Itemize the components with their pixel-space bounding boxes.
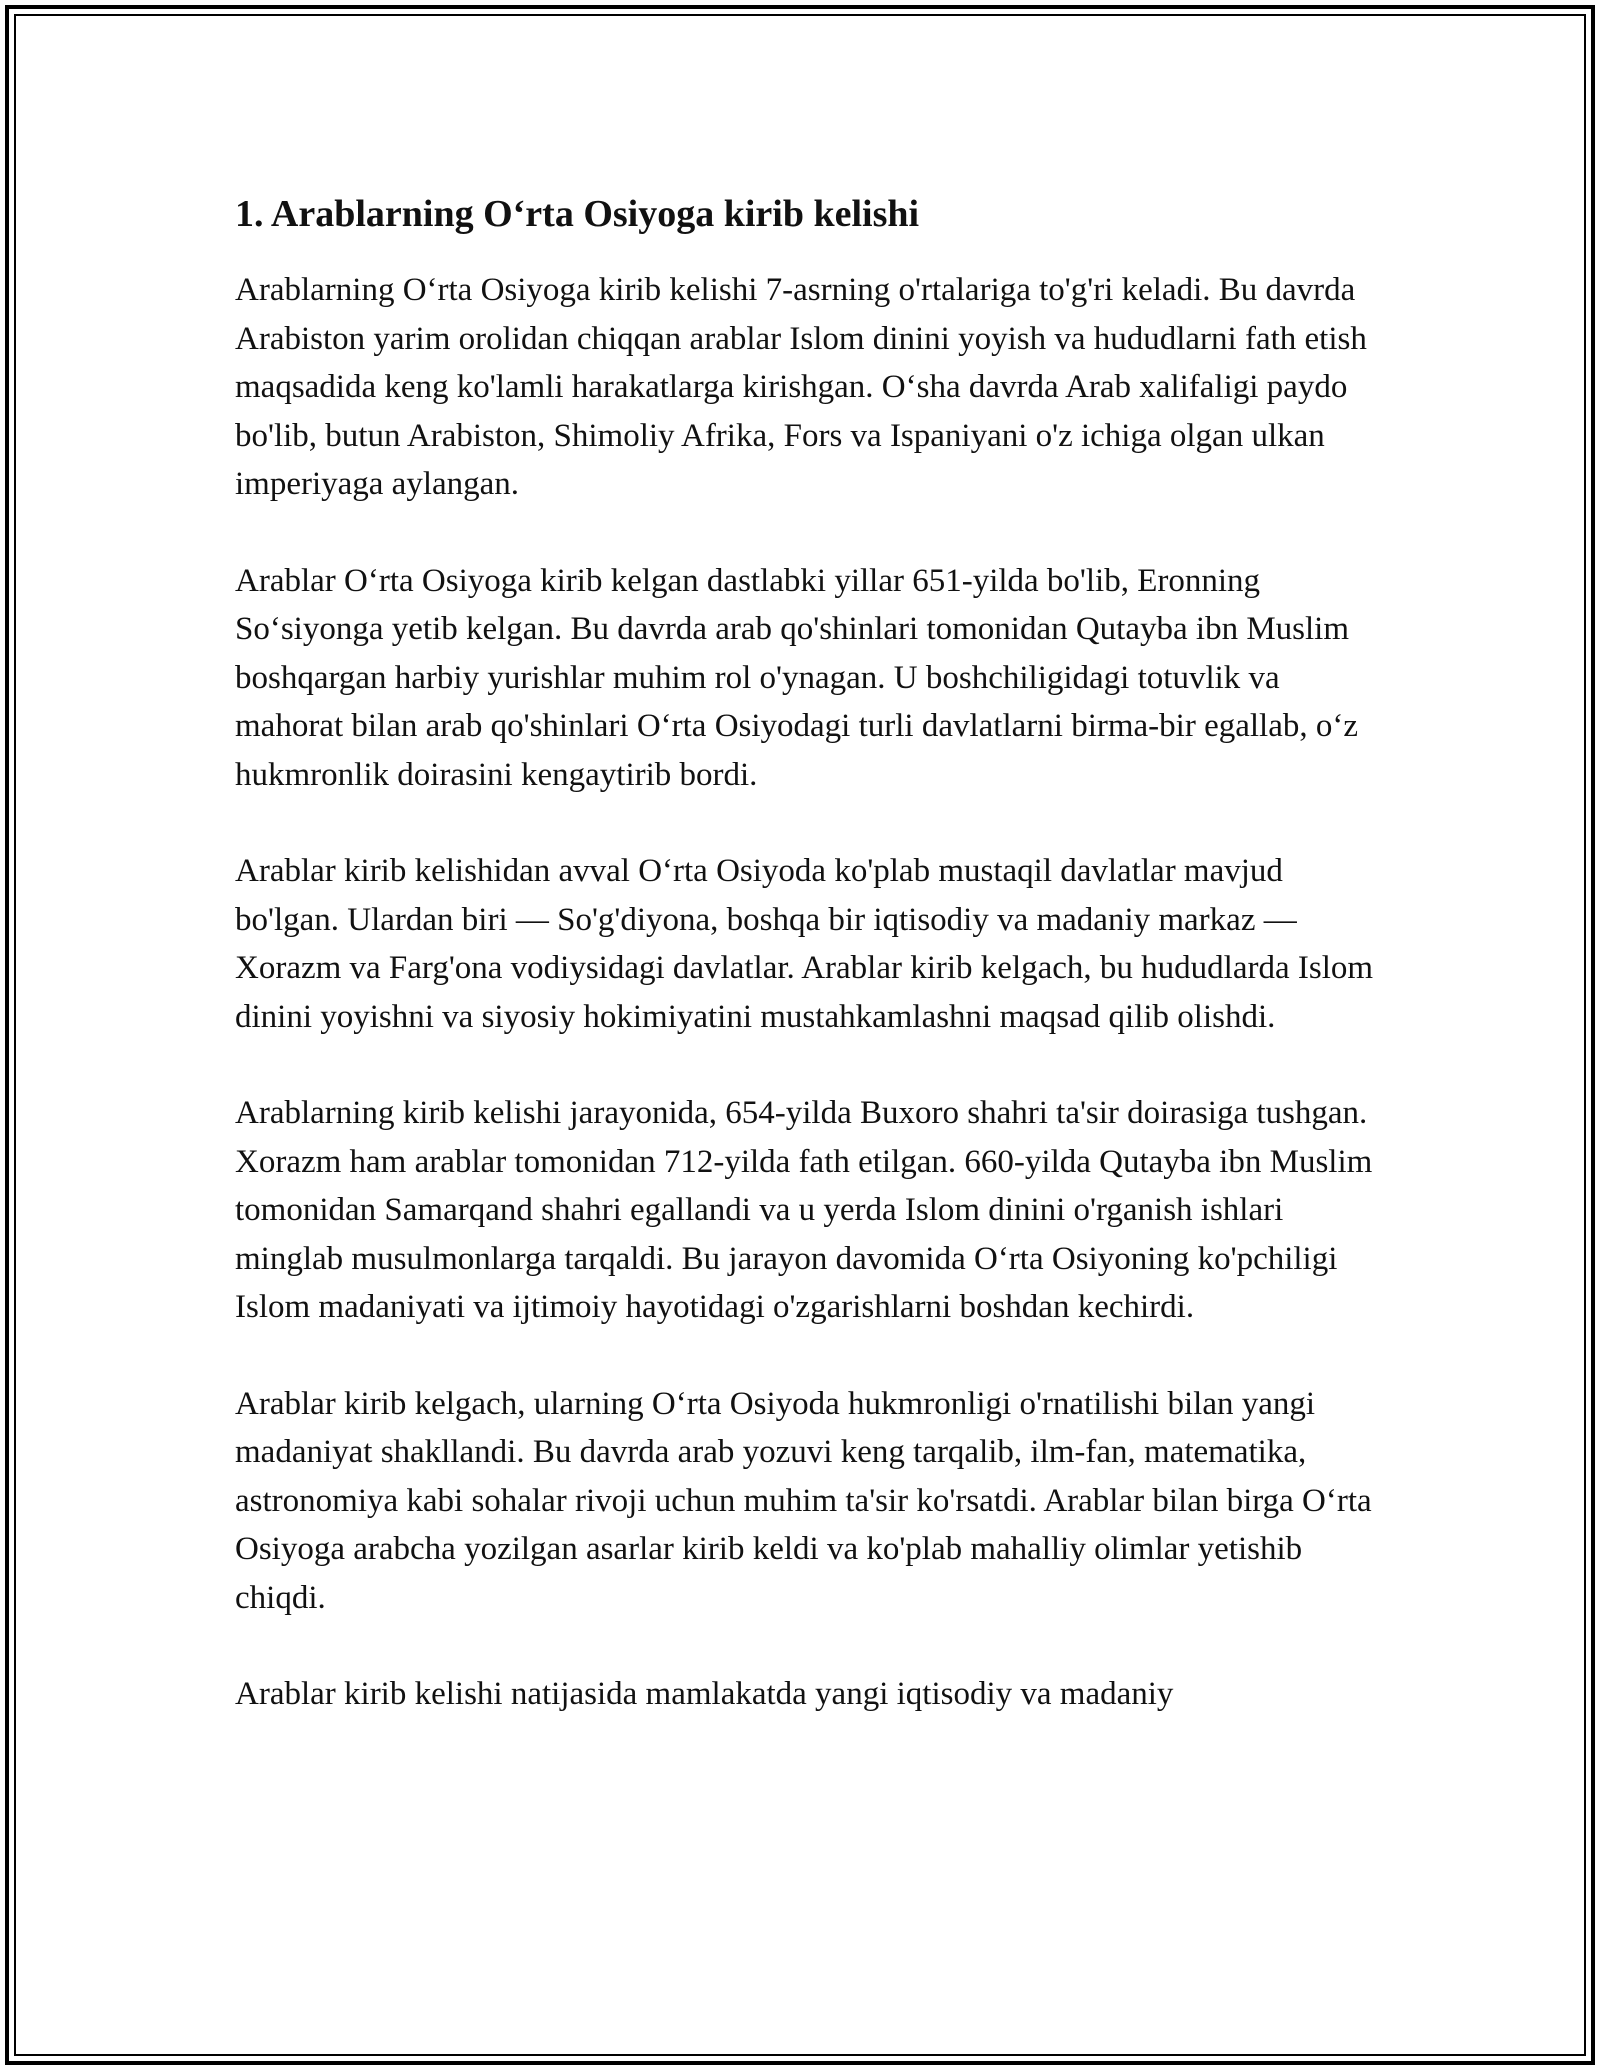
- paragraph-3: Arablar kirib kelishidan avval O‘rta Osiyoda ko'plab mustaqil davlatlar mavjud bo'lgan. Ulardan biri — So'g'diyona, boshqa bir iqtisodiy va madaniy markaz — Xorazm va Farg'ona vodiysidagi davlatlar. Arablar kirib kelgach, bu hududlarda Islom dinini yoyishni va siyosiy hokimiyatini mustahkamlashni maqsad qilib olishdi.: [235, 853, 1374, 1035]
- paragraph-6: Arablar kirib kelishi natijasida mamlakatda yangi iqtisodiy va madaniy: [235, 1676, 1174, 1712]
- paragraph-5: Arablar kirib kelgach, ularning O‘rta Osiyoda hukmronligi o'rnatilishi bilan yangi madaniyat shakllandi. Bu davrda arab yozuvi keng tarqalib, ilm-fan, matematika, astronomiya kabi sohalar rivoji uchun muhim ta'sir ko'rsatdi. Arablar bilan birga O‘rta Osiyoga arabcha yozilgan asarlar kirib keldi va ko'plab mahalliy olimlar yetishib chiqdi.: [235, 1385, 1372, 1616]
- paragraph-4: Arablarning kirib kelishi jarayonida, 654-yilda Buxoro shahri ta'sir doirasiga tushgan. Xorazm ham arablar tomonidan 712-yilda fath etilgan. 660-yilda Qutayba ibn Muslim tomonidan Samarqand shahri egallandi va u yerda Islom dinini o'rganish ishlari minglab musulmonlarga tarqaldi. Bu jarayon davomida O‘rta Osiyoning ko'pchiligi Islom madaniyati va ijtimoiy hayotidagi o'zgarishlarni boshdan kechirdi.: [235, 1095, 1373, 1325]
- paragraph-1: Arablarning O‘rta Osiyoga kirib kelishi 7-asrning o'rtalariga to'g'ri keladi. Bu davrda Arabiston yarim orolidan chiqqan arablar Islom dinini yoyish va hududlarni fath etish maqsadida keng ko'lamli harakatlarga kirishgan. O‘sha davrda Arab xalifaligi paydo bo'lib, butun Arabiston, Shimoliy Afrika, Fors va Ispaniyani o'z ichiga olgan ulkan imperiyaga aylangan.: [235, 272, 1367, 502]
- section-heading: 1. Arablarning O‘rta Osiyoga kirib kelishi: [235, 193, 920, 235]
- paragraph-2: Arablar O‘rta Osiyoga kirib kelgan dastlabki yillar 651-yilda bo'lib, Eronning So‘siyonga yetib kelgan. Bu davrda arab qo'shinlari tomonidan Qutayba ibn Muslim boshqargan harbiy yurishlar muhim rol o'ynagan. U boshchiligidagi totuvlik va mahorat bilan arab qo'shinlari O‘rta Osiyodagi turli davlatlarni birma-bir egallab, o‘z hukmronlik doirasini kengaytirib bordi.: [235, 562, 1358, 793]
- document-page: [235, 188, 1385, 1767]
